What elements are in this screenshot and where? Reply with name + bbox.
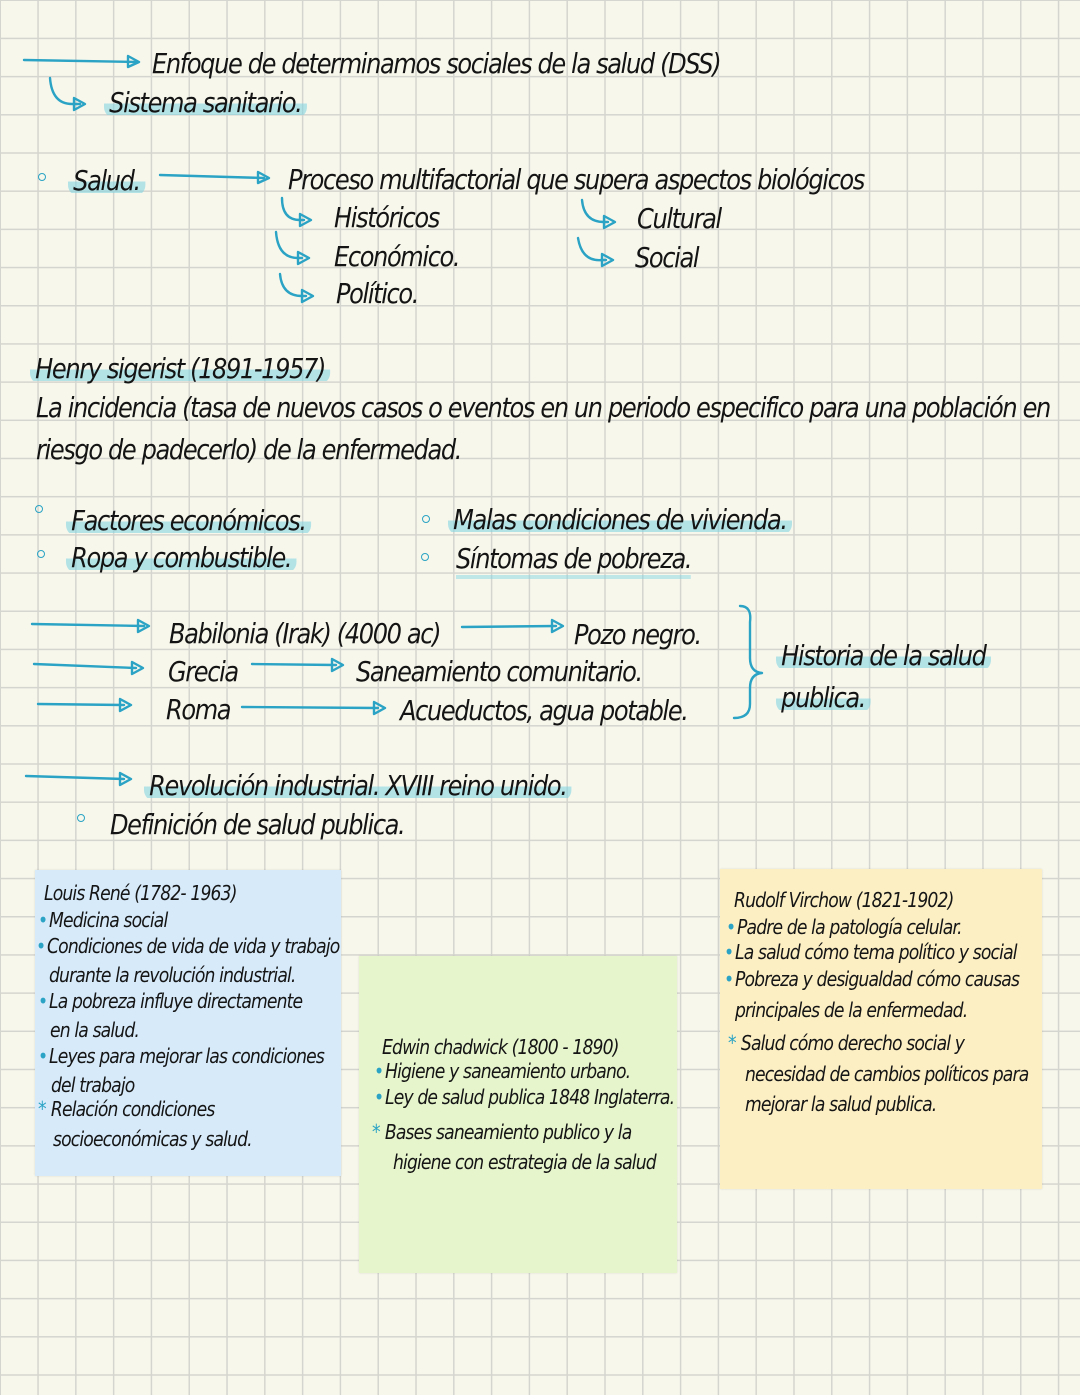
bullet-icon xyxy=(421,553,429,561)
sistema-sanitario: Sistema sanitario. xyxy=(104,89,307,117)
bullet-icon: • xyxy=(726,915,736,939)
note-line: principales de la enfermedad. xyxy=(735,998,968,1022)
note-line: * Salud cómo derecho social y xyxy=(728,1031,965,1055)
sticky-note-rudolf xyxy=(720,869,1042,1189)
sigerist-author: Henry sigerist (1891-1957) xyxy=(30,355,330,383)
star-icon: * xyxy=(38,1097,46,1121)
bullet-icon: • xyxy=(374,1059,384,1083)
history-place: Babilonia (Irak) (4000 ac) xyxy=(169,617,441,650)
history-place: Roma xyxy=(166,693,231,726)
arrow-right-icon xyxy=(160,172,269,183)
curly-bracket-icon xyxy=(734,606,762,718)
note-line: •La salud cómo tema político y social xyxy=(724,940,1017,964)
note-line: durante la revolución industrial. xyxy=(49,963,296,987)
note-line: •Padre de la patología celular. xyxy=(726,915,962,939)
incidencia-line-1: La incidencia (tasa de nuevos casos o eventos en un periodo especifico para una población en xyxy=(36,391,1050,424)
note-title: Louis René (1782- 1963) xyxy=(44,881,237,905)
note-line: mejorar la salud publica. xyxy=(745,1092,937,1116)
sticky-note-edwin xyxy=(359,956,677,1273)
star-icon: * xyxy=(728,1031,736,1055)
incidencia-line-2: riesgo de padecerlo) de la enfermedad. xyxy=(36,433,462,466)
history-result: Acueductos, agua potable. xyxy=(400,694,688,727)
note-line: •La pobreza influye directamente xyxy=(38,989,303,1013)
bullet-icon xyxy=(35,505,43,513)
note-title: Rudolf Virchow (1821-1902) xyxy=(734,888,954,912)
note-line: •Ley de salud publica 1848 Inglaterra. xyxy=(374,1085,675,1109)
arrow-right-icon xyxy=(24,56,139,67)
factor-item: Ropa y combustible. xyxy=(66,544,296,572)
note-line: •Medicina social xyxy=(38,908,168,932)
bracket-label: Historia de la salud xyxy=(776,642,991,670)
history-place: Grecia xyxy=(168,655,238,688)
bullet-icon xyxy=(77,814,85,822)
curved-arrow-icon xyxy=(50,78,85,110)
salud-term: Salud. xyxy=(68,167,145,195)
arrow-right-icon xyxy=(26,773,131,785)
bullet-icon: • xyxy=(38,1044,48,1068)
note-line: •Leyes para mejorar las condiciones xyxy=(38,1044,324,1068)
note-line: * Bases saneamiento publico y la xyxy=(372,1120,632,1144)
bullet-icon xyxy=(38,173,46,181)
note-line: necesidad de cambios políticos para xyxy=(745,1062,1029,1086)
factor-cultural: Cultural xyxy=(637,202,721,235)
definicion-salud-publica: Definición de salud publica. xyxy=(110,808,405,841)
factor-item: Factores económicos. xyxy=(66,507,311,535)
dss-heading: Enfoque de determinamos sociales de la salud (DSS) xyxy=(152,47,721,80)
sticky-note-louis xyxy=(35,870,341,1176)
bullet-icon xyxy=(37,550,45,558)
factor-politico: Político. xyxy=(336,277,419,310)
bullet-icon: • xyxy=(38,908,48,932)
note-line: * Relación condiciones xyxy=(38,1097,215,1121)
bullet-icon: • xyxy=(38,989,48,1013)
note-line: •Higiene y saneamiento urbano. xyxy=(374,1059,631,1083)
factor-item: Síntomas de pobreza. xyxy=(456,545,691,579)
factor-economico: Económico. xyxy=(334,240,460,273)
factor-social: Social xyxy=(635,241,699,274)
bullet-icon: • xyxy=(374,1085,384,1109)
salud-definition: Proceso multifactorial que supera aspectos biológicos xyxy=(288,163,864,196)
bullet-icon: • xyxy=(36,934,46,958)
note-line: del trabajo xyxy=(51,1073,135,1097)
revolucion-industrial: Revolución industrial. XVIII reino unido. xyxy=(144,772,572,800)
note-title: Edwin chadwick (1800 - 1890) xyxy=(382,1035,619,1059)
history-result: Pozo negro. xyxy=(574,618,701,651)
factor-item: Malas condiciones de vivienda. xyxy=(448,506,792,534)
factor-historicos: Históricos xyxy=(334,201,439,234)
bullet-icon xyxy=(422,515,430,523)
note-line: socioeconómicas y salud. xyxy=(53,1127,252,1151)
note-line: en la salud. xyxy=(50,1018,139,1042)
history-result: Saneamiento comunitario. xyxy=(356,655,642,688)
bracket-label: publica. xyxy=(776,684,870,712)
note-line: •Condiciones de vida de vida y trabajo xyxy=(36,934,340,958)
note-line: higiene con estrategia de la salud xyxy=(393,1150,656,1174)
note-line: •Pobreza y desigualdad cómo causas xyxy=(724,967,1020,991)
star-icon: * xyxy=(372,1120,380,1144)
bullet-icon: • xyxy=(724,940,734,964)
bullet-icon: • xyxy=(724,967,734,991)
